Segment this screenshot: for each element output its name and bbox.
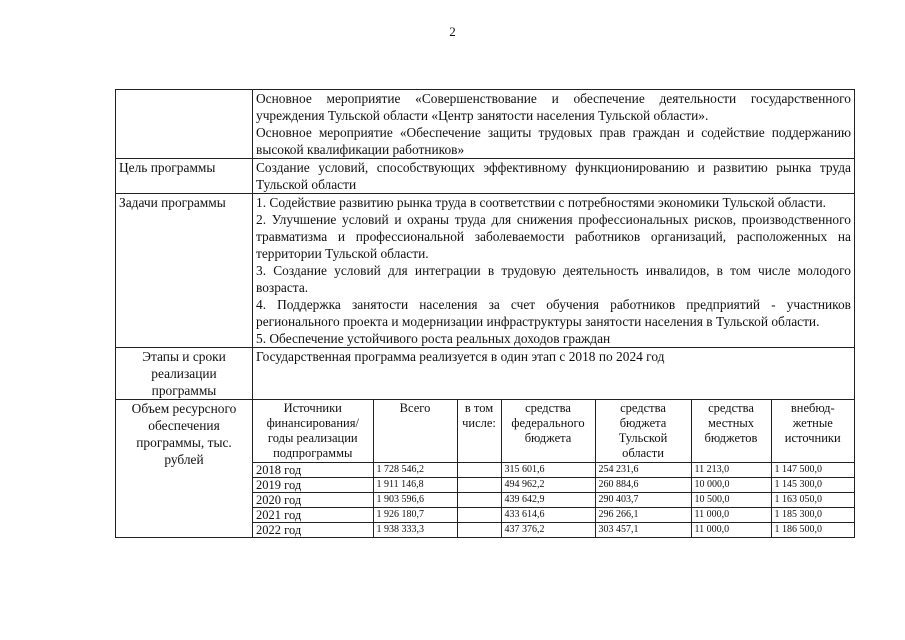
federal-cell: 439 642,9 [501,493,595,508]
empty-cell [457,523,501,538]
header-sources: Источники финансирования/ годы реализации подпрограммы [253,400,373,463]
header-local: средства местных бюджетов [691,400,771,463]
header-federal: средства федерального бюджета [501,400,595,463]
federal-cell: 315 601,6 [501,463,595,478]
local-cell: 11 213,0 [691,463,771,478]
funding-cell [253,400,855,538]
tasks-row [116,194,855,348]
stages-label: Этапы и сроки реализации программы [116,348,253,400]
header-regional: средства бюджета Тульской области [595,400,691,463]
total-cell: 1 728 546,2 [373,463,457,478]
tasks-cell [253,194,855,348]
local-cell: 11 000,0 [691,523,771,538]
total-cell: 1 926 180,7 [373,508,457,523]
funding-table [253,400,854,537]
extrabudgetary-cell: 1 185 300,0 [771,508,854,523]
regional-cell: 303 457,1 [595,523,691,538]
funding-row [116,400,855,538]
activity-2-text: Основное мероприятие «Обеспечение защиты трудовых прав граждан и содействие поддержанию высокой квалификации работников» [256,125,851,157]
header-extrabudgetary: внебюд-жетные источники [771,400,854,463]
tasks-label: Задачи программы [116,194,253,348]
goal-text: Создание условий, способствующих эффективному функционированию и развитию рынка труда Тульской области [253,159,855,194]
page-number: 2 [449,24,456,39]
federal-cell: 433 614,6 [501,508,595,523]
task-5: 5. Обеспечение устойчивого роста реальных доходов граждан [256,331,611,346]
goal-row [116,159,855,194]
program-passport-table [115,89,855,538]
year-cell: 2020 год [253,493,373,508]
regional-cell: 260 884,6 [595,478,691,493]
year-cell: 2018 год [253,463,373,478]
local-cell: 11 000,0 [691,508,771,523]
header-total: Всего [373,400,457,463]
regional-cell: 254 231,6 [595,463,691,478]
year-cell: 2021 год [253,508,373,523]
local-cell: 10 000,0 [691,478,771,493]
stages-row [116,348,855,400]
table-row [253,493,854,508]
table-row [253,463,854,478]
stages-text: Государственная программа реализуется в один этап с 2018 по 2024 год [253,348,855,400]
extrabudgetary-cell: 1 147 500,0 [771,463,854,478]
total-cell: 1 911 146,8 [373,478,457,493]
extrabudgetary-cell: 1 186 500,0 [771,523,854,538]
empty-cell [457,508,501,523]
header-including: в том числе: [457,400,501,463]
activity-1-text: Основное мероприятие «Совершенствование и обеспечение деятельности государственного учреждения Тульской области «Центр занятости населения Тульской области». [256,91,851,123]
federal-cell: 437 376,2 [501,523,595,538]
local-cell: 10 500,0 [691,493,771,508]
activities-cell [253,90,855,159]
task-1: 1. Содействие развитию рынка труда в соответствии с потребностями экономики Тульской области. [256,195,826,210]
table-row [253,478,854,493]
regional-cell: 296 266,1 [595,508,691,523]
empty-cell [457,493,501,508]
task-4: 4. Поддержка занятости населения за счет обучения работников предприятий - участников регионального проекта и модернизации инфраструктуры занятости населения в Тульской области. [256,297,851,329]
federal-cell: 494 962,2 [501,478,595,493]
total-cell: 1 938 333,3 [373,523,457,538]
year-cell: 2022 год [253,523,373,538]
year-cell: 2019 год [253,478,373,493]
task-3: 3. Создание условий для интеграции в трудовую деятельность инвалидов, в том числе молодого возраста. [256,263,851,295]
regional-cell: 290 403,7 [595,493,691,508]
funding-label: Объем ресурсного обеспечения программы, тыс. рублей [116,400,253,538]
total-cell: 1 903 596,6 [373,493,457,508]
table-row [253,523,854,538]
extrabudgetary-cell: 1 163 050,0 [771,493,854,508]
goal-label: Цель программы [116,159,253,194]
activities-row [116,90,855,159]
activities-label [116,90,253,159]
extrabudgetary-cell: 1 145 300,0 [771,478,854,493]
empty-cell [457,478,501,493]
funding-header-row [253,400,854,463]
table-row [253,508,854,523]
task-2: 2. Улучшение условий и охраны труда для снижения профессиональных рисков, производственного травматизма и профессиональной заболеваемости работников организаций, расположенных на территории Тульской области. [256,212,851,261]
empty-cell [457,463,501,478]
